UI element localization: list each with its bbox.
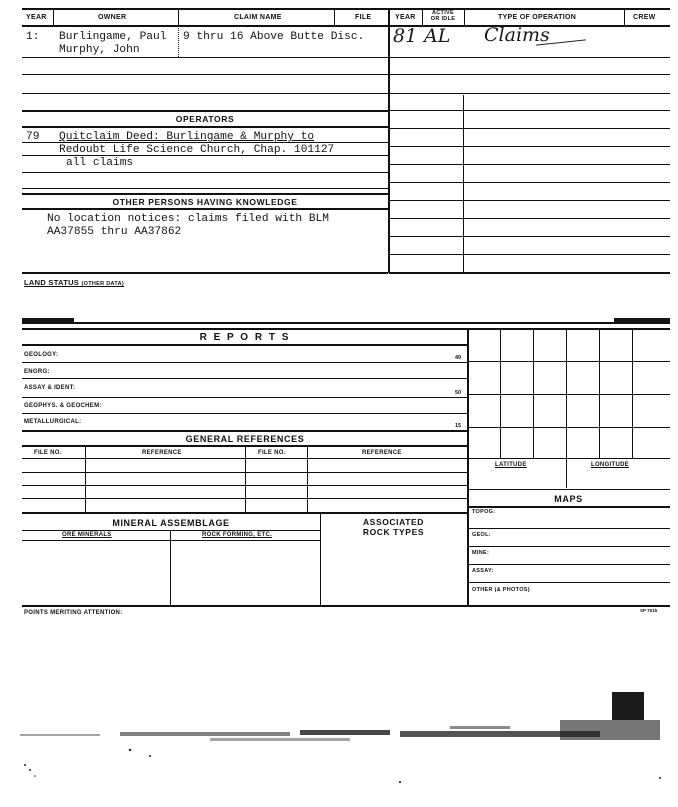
associated-rock-types <box>320 517 467 537</box>
header-year-2: YEAR <box>395 14 416 21</box>
grid-col-2 <box>533 328 534 458</box>
reports-assay: ASSAY & IDENT: <box>24 385 76 391</box>
header-div-7 <box>624 8 625 25</box>
handwritten-operation: Claims <box>484 24 550 46</box>
header-active-line2: OR IDLE <box>430 16 456 22</box>
header-active-or-idle <box>423 10 463 22</box>
right-row-line-8 <box>389 182 670 183</box>
claims-row-line-3 <box>22 93 388 94</box>
owner-claim-divider <box>178 25 179 57</box>
mineral-assemblage-rule <box>22 530 320 531</box>
grid-row-1 <box>467 361 670 362</box>
maps-top-rule <box>467 489 670 490</box>
genref-col-3 <box>307 445 308 512</box>
other-persons-line-2: AA37855 thru AA37862 <box>47 226 182 238</box>
longitude-label: LONGITUDE <box>591 462 630 468</box>
mineral-col-2 <box>320 512 321 606</box>
maps-line-3 <box>467 564 670 565</box>
reports-metallurgical-num: 15 <box>455 423 462 429</box>
handwritten-active: AL <box>424 25 451 47</box>
header-file: FILE <box>355 14 372 21</box>
header-div-1 <box>53 8 54 25</box>
other-persons-top-rule <box>22 193 388 195</box>
ore-minerals-label: ORE MINERALS <box>62 532 112 538</box>
operators-title-rule <box>22 126 388 128</box>
right-row-line-13 <box>389 272 670 274</box>
operators-line-2: Redoubt Life Science Church, Chap. 101127 <box>59 144 335 156</box>
other-persons-title: OTHER PERSONS HAVING KNOWLEDGE <box>112 197 298 207</box>
grid-col-3 <box>566 328 567 488</box>
header-year: YEAR <box>26 14 47 21</box>
genref-col-1 <box>85 445 86 512</box>
genref-col-2 <box>245 445 246 512</box>
maps-other: OTHER (& PHOTOS) <box>472 587 530 593</box>
header-type-of-operation: TYPE OF OPERATION <box>498 14 577 21</box>
right-row-line-2 <box>389 74 670 75</box>
header-active-line1: ACTIVE <box>432 10 454 16</box>
reports-line-1 <box>22 362 468 363</box>
header-div-6 <box>464 8 465 25</box>
header-owner: OWNER <box>98 14 127 21</box>
header-crew: CREW <box>633 14 656 21</box>
grid-col-5 <box>632 328 633 458</box>
grid-top-border <box>467 328 670 330</box>
right-row-line-11 <box>389 236 670 237</box>
right-row-line-1 <box>389 57 670 58</box>
operators-title: OPERATORS <box>175 114 235 124</box>
genref-file-no-1: FILE NO. <box>34 450 62 456</box>
claims-row-line-2 <box>22 74 388 75</box>
operators-year: 79 <box>26 131 40 143</box>
grid-row-4 <box>467 458 670 459</box>
mineral-subheader-rule <box>22 540 320 541</box>
right-row-line-3 <box>389 93 670 94</box>
right-row-line-10 <box>389 218 670 219</box>
scan-noise <box>0 690 678 807</box>
right-row-line-5 <box>389 128 670 129</box>
header-div-3 <box>334 8 335 25</box>
right-row-line-7 <box>389 164 670 165</box>
section-separator-right <box>614 318 670 322</box>
reports-line-2 <box>22 378 468 379</box>
header-div-2 <box>178 8 179 25</box>
maps-geol: GEOL: <box>472 532 491 538</box>
grid-col-1 <box>500 328 501 458</box>
maps-line-1 <box>467 528 670 529</box>
genref-file-no-2: FILE NO. <box>258 450 286 456</box>
operators-row-line-1 <box>22 142 388 143</box>
land-status-label <box>24 278 124 287</box>
operators-line-3: all claims <box>66 157 134 169</box>
claim-row-owner-1: Burlingame, Paul <box>59 31 167 43</box>
grid-row-2 <box>467 394 670 395</box>
reports-geology: GEOLOGY: <box>24 352 59 358</box>
header-claim-name: CLAIM NAME <box>234 14 282 21</box>
reports-top-rule <box>22 328 468 330</box>
header-div-5 <box>422 8 423 25</box>
right-row-line-4 <box>389 110 670 111</box>
reports-line-3 <box>22 397 468 398</box>
operators-row-line-4 <box>22 188 388 189</box>
genref-reference-1: REFERENCE <box>142 450 182 456</box>
associated-line-2: ROCK TYPES <box>362 527 425 537</box>
maps-assay: ASSAY: <box>472 568 494 574</box>
grid-col-4 <box>599 328 600 458</box>
section-separator-line <box>22 322 670 324</box>
rock-forming-label: ROCK FORMING, ETC. <box>202 532 273 538</box>
reports-bottom-rule <box>22 430 468 432</box>
grid-row-3 <box>467 427 670 428</box>
claims-header-rule <box>22 25 670 27</box>
other-persons-title-rule <box>22 208 388 210</box>
reports-title: R E P O R T S <box>199 332 291 343</box>
land-status-title: LAND STATUS <box>24 278 80 287</box>
left-block-bottom-rule <box>22 272 388 274</box>
genref-reference-2: REFERENCE <box>362 450 402 456</box>
maps-topog: TOPOG: <box>472 509 496 515</box>
associated-line-1: ASSOCIATED <box>362 517 425 527</box>
right-row-line-12 <box>389 254 670 255</box>
claims-table-top-rule <box>22 8 670 10</box>
reports-metallurgical: METALLURGICAL: <box>24 419 82 425</box>
claims-row-line-1 <box>22 57 388 58</box>
reports-title-rule <box>22 344 468 346</box>
maps-title-rule <box>467 506 670 508</box>
header-div-4 <box>388 8 390 25</box>
maps-title: MAPS <box>554 494 583 504</box>
right-row-line-9 <box>389 200 670 201</box>
latitude-label: LATITUDE <box>495 462 527 468</box>
reports-geophys: GEOPHYS. & GEOCHEM: <box>24 403 102 409</box>
mineral-assemblage-title: MINERAL ASSEMBLAGE <box>112 518 230 528</box>
general-references-title: GENERAL REFERENCES <box>185 434 305 444</box>
land-status-sub: (OTHER DATA) <box>81 281 124 287</box>
reports-assay-num: 50 <box>455 390 462 396</box>
genref-bottom-rule <box>22 512 468 514</box>
claim-row-claim-name: 9 thru 16 Above Butte Disc. <box>183 31 365 43</box>
maps-mine: MINE: <box>472 550 490 556</box>
reports-line-4 <box>22 413 468 414</box>
operators-row-line-3 <box>22 172 388 173</box>
handwritten-year: 81 <box>393 25 418 47</box>
claim-row-year: 1: <box>26 31 40 43</box>
operators-top-rule <box>22 110 388 112</box>
operators-row-line-2 <box>22 155 388 156</box>
form-number: SP 7515 <box>640 608 658 613</box>
mineral-col-1 <box>170 530 171 606</box>
maps-line-4 <box>467 582 670 583</box>
claim-row-owner-2: Murphy, John <box>59 44 140 56</box>
reports-geology-num: 49 <box>455 355 462 361</box>
reports-engrg: ENGRG: <box>24 369 50 375</box>
right-row-line-6 <box>389 146 670 147</box>
other-persons-line-1: No location notices: claims filed with BLM <box>47 213 329 225</box>
maps-line-2 <box>467 546 670 547</box>
lower-form-bottom-rule <box>22 605 670 607</box>
operators-line-1: Quitclaim Deed: Burlingame & Murphy to <box>59 131 315 143</box>
points-meriting-attention: POINTS MERITING ATTENTION: <box>24 610 123 616</box>
right-col-divider <box>463 95 464 273</box>
